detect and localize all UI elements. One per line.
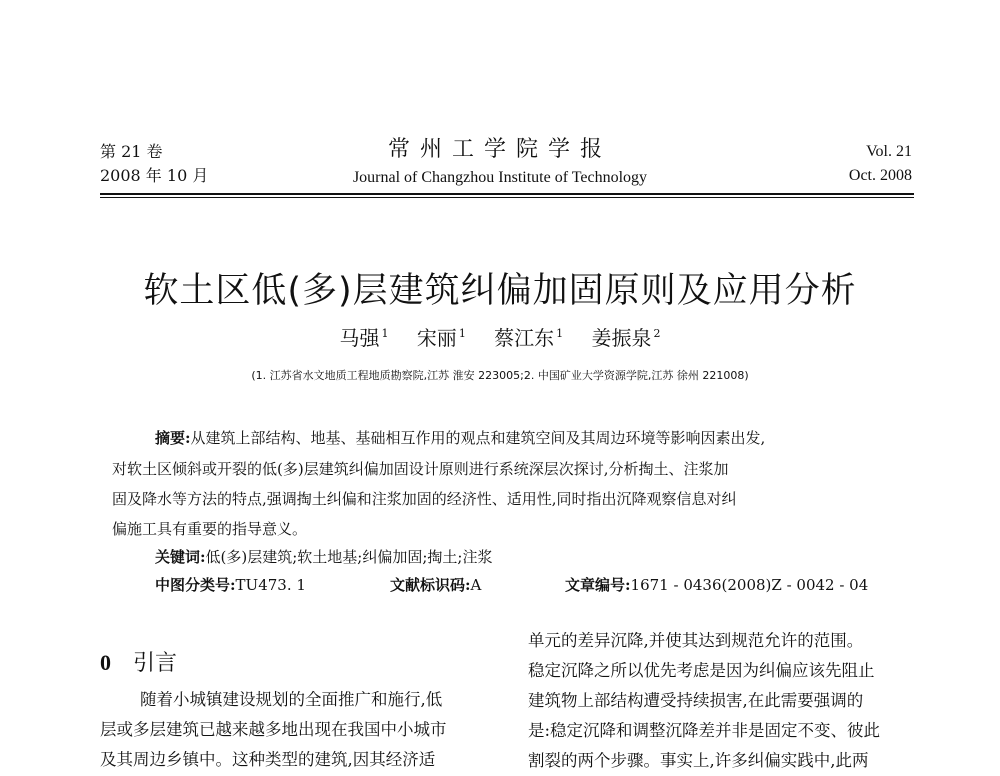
author: 马强 $^1$ — [339, 326, 389, 350]
left-col-line: 及其周边乡镇中。这种类型的建筑,因其经济适 — [100, 750, 436, 769]
right-col-line: 割裂的两个步骤。事实上,许多纠偏实践中,此两 — [528, 751, 869, 770]
keywords-label: 关键词: — [155, 548, 206, 566]
header-right — [849, 140, 912, 188]
volume-label: 第 21 卷 — [100, 142, 163, 161]
issue-date-cn: 2008 年 10 月 — [100, 166, 209, 185]
right-col-line: 稳定沉降之所以优先考虑是因为纠偏应该先阻止 — [528, 661, 875, 680]
left-col-line: 随着小城镇建设规划的全面推广和施行,低 — [140, 690, 443, 709]
paper-title: 软土区低(多)层建筑纠偏加固原则及应用分析 — [143, 271, 857, 311]
affiliations: (1. 江苏省水文地质工程地质勘察院,江苏 淮安 223005;2. 中国矿业大学资源学院,江苏 徐州 221008) — [251, 369, 749, 382]
keywords: 低(多)层建筑;软土地基;纠偏加固;掏土;注浆 — [205, 548, 493, 566]
author: 姜振泉 $^2$ — [591, 326, 661, 350]
article-no-field: 文章编号:1671 - 0436(2008)Z - 0042 - 04 — [565, 576, 869, 594]
journal-title-cn: 常州工学院学报 — [387, 137, 612, 162]
keywords-line — [155, 546, 492, 567]
abstract-label: 摘要: — [155, 429, 191, 447]
header-rule-thick — [100, 193, 914, 195]
author-list — [0, 322, 1000, 351]
abstract-line-2: 对软土区倾斜或开裂的低(多)层建筑纠偏加固设计原则进行系统深层次探讨,分析掏土、注浆加 — [112, 460, 729, 478]
abstract-line-4: 偏施工具有重要的指导意义。 — [112, 520, 308, 538]
section-title: 引言 — [133, 651, 178, 676]
author: 宋丽 $^1$ — [416, 326, 466, 350]
clc-field: 中图分类号:TU473. 1 — [155, 576, 306, 594]
right-col-line: 建筑物上部结构遭受持续损害,在此需要强调的 — [528, 691, 864, 710]
header-rule-thin — [100, 197, 914, 198]
volume-en: Vol. 21 — [866, 143, 912, 160]
journal-title-en: Journal of Changzhou Institute of Technology — [352, 169, 648, 186]
doc-code-field: 文献标识码:A — [390, 576, 482, 594]
right-col-line: 是:稳定沉降和调整沉降差并非是固定不变、彼此 — [528, 721, 881, 740]
abstract-line-1: 摘要:从建筑上部结构、地基、基础相互作用的观点和建筑空间及其周边环境等影响因素出发, — [155, 429, 766, 447]
abstract-line-3: 固及降水等方法的特点,强调掏土纠偏和注浆加固的经济性、适用性,同时指出沉降观察信息对纠 — [112, 490, 737, 508]
issue-date-en: Oct. 2008 — [848, 167, 912, 184]
right-col-line: 单元的差异沉降,并使其达到规范允许的范围。 — [528, 631, 864, 650]
author: 蔡江东 $^1$ — [494, 326, 564, 350]
section-number: 0 — [100, 650, 111, 675]
left-col-line: 层或多层建筑已越来越多地出现在我国中小城市 — [100, 720, 447, 739]
section-heading — [100, 646, 177, 677]
